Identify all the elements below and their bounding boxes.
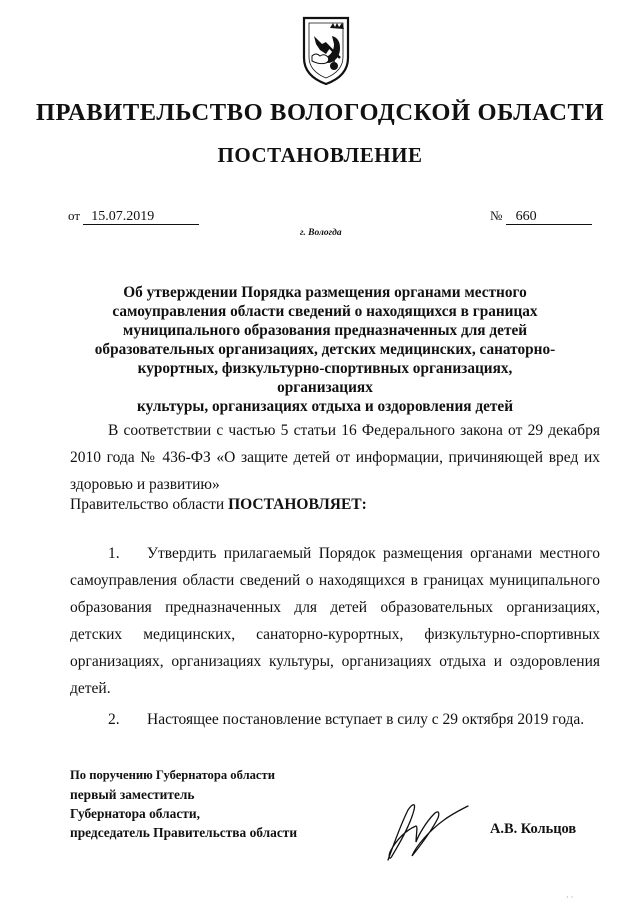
- item-number: 1.: [108, 545, 120, 562]
- signatory-line: По поручению Губернатора области: [70, 768, 275, 782]
- document-number: 660: [506, 210, 592, 225]
- subject-line: курортных, физкультурно-спортивных организациях, организациях: [137, 360, 513, 396]
- item-line: образования предназначенных для детей образовательных организациях,: [70, 599, 600, 616]
- decree-line: [70, 496, 367, 514]
- item-line: детских медицинских, санаторно-курортных, физкультурно-спортивных: [70, 626, 600, 643]
- date-prefix: от: [68, 208, 81, 223]
- preamble-line: здоровью и развитию»: [70, 476, 220, 493]
- item-line: Утвердить прилагаемый Порядок размещения органами местного: [147, 545, 600, 562]
- document-type: ПОСТАНОВЛЕНИЕ: [217, 143, 423, 167]
- preamble: [70, 417, 600, 498]
- number-prefix: №: [490, 208, 503, 223]
- subject-line: образовательных организациях, детских медицинских, санаторно-: [94, 341, 556, 358]
- list-item: [70, 540, 600, 702]
- signatory-line: первый заместитель: [70, 787, 195, 802]
- corner-mark: · ·: [566, 893, 574, 902]
- item-line: организациях, организациях культуры, организациях отдыха и оздоровления: [70, 653, 600, 670]
- document-subject: [90, 283, 560, 416]
- government-title: ПРАВИТЕЛЬСТВО ВОЛОГОДСКОЙ ОБЛАСТИ: [35, 99, 605, 126]
- subject-line: Об утверждении Порядка размещения органами местного: [123, 284, 527, 301]
- subject-line: самоуправления области сведений о находящихся в границах: [112, 303, 538, 320]
- item-text: Настоящее постановление вступает в силу с 29 октября 2019 года.: [147, 711, 585, 728]
- subject-line: муниципального образования предназначенных для детей: [122, 322, 528, 339]
- number-row: [490, 208, 592, 225]
- item-number: 2.: [108, 711, 120, 728]
- decree-prefix: Правительство области: [70, 496, 225, 513]
- signatory-line: Губернатора области,: [70, 806, 200, 821]
- list-item: [108, 711, 584, 729]
- subject-line: культуры, организациях отдыха и оздоровления детей: [136, 398, 514, 415]
- preamble-line: В соответствии с частью 5 статьи 16 Федерального закона от 29 декабря: [108, 422, 600, 439]
- coat-of-arms-icon: [300, 14, 352, 86]
- decree-verb: ПОСТАНОВЛЯЕТ:: [228, 496, 367, 513]
- signer-name: А.В. Кольцов: [490, 821, 577, 837]
- date-row: [68, 208, 199, 225]
- item-line: детей.: [70, 680, 111, 697]
- city: г. Вологда: [300, 228, 342, 238]
- item-line: самоуправления области сведений о находящихся в границах муниципального: [70, 572, 600, 589]
- signatory-line: председатель Правительства области: [70, 825, 298, 840]
- preamble-line: 2010 года № 436-ФЗ «О защите детей от информации, причиняющей вред их: [70, 449, 600, 466]
- document-date: 15.07.2019: [83, 210, 199, 225]
- signatory-block: [70, 766, 297, 842]
- handwritten-signature: [368, 796, 478, 864]
